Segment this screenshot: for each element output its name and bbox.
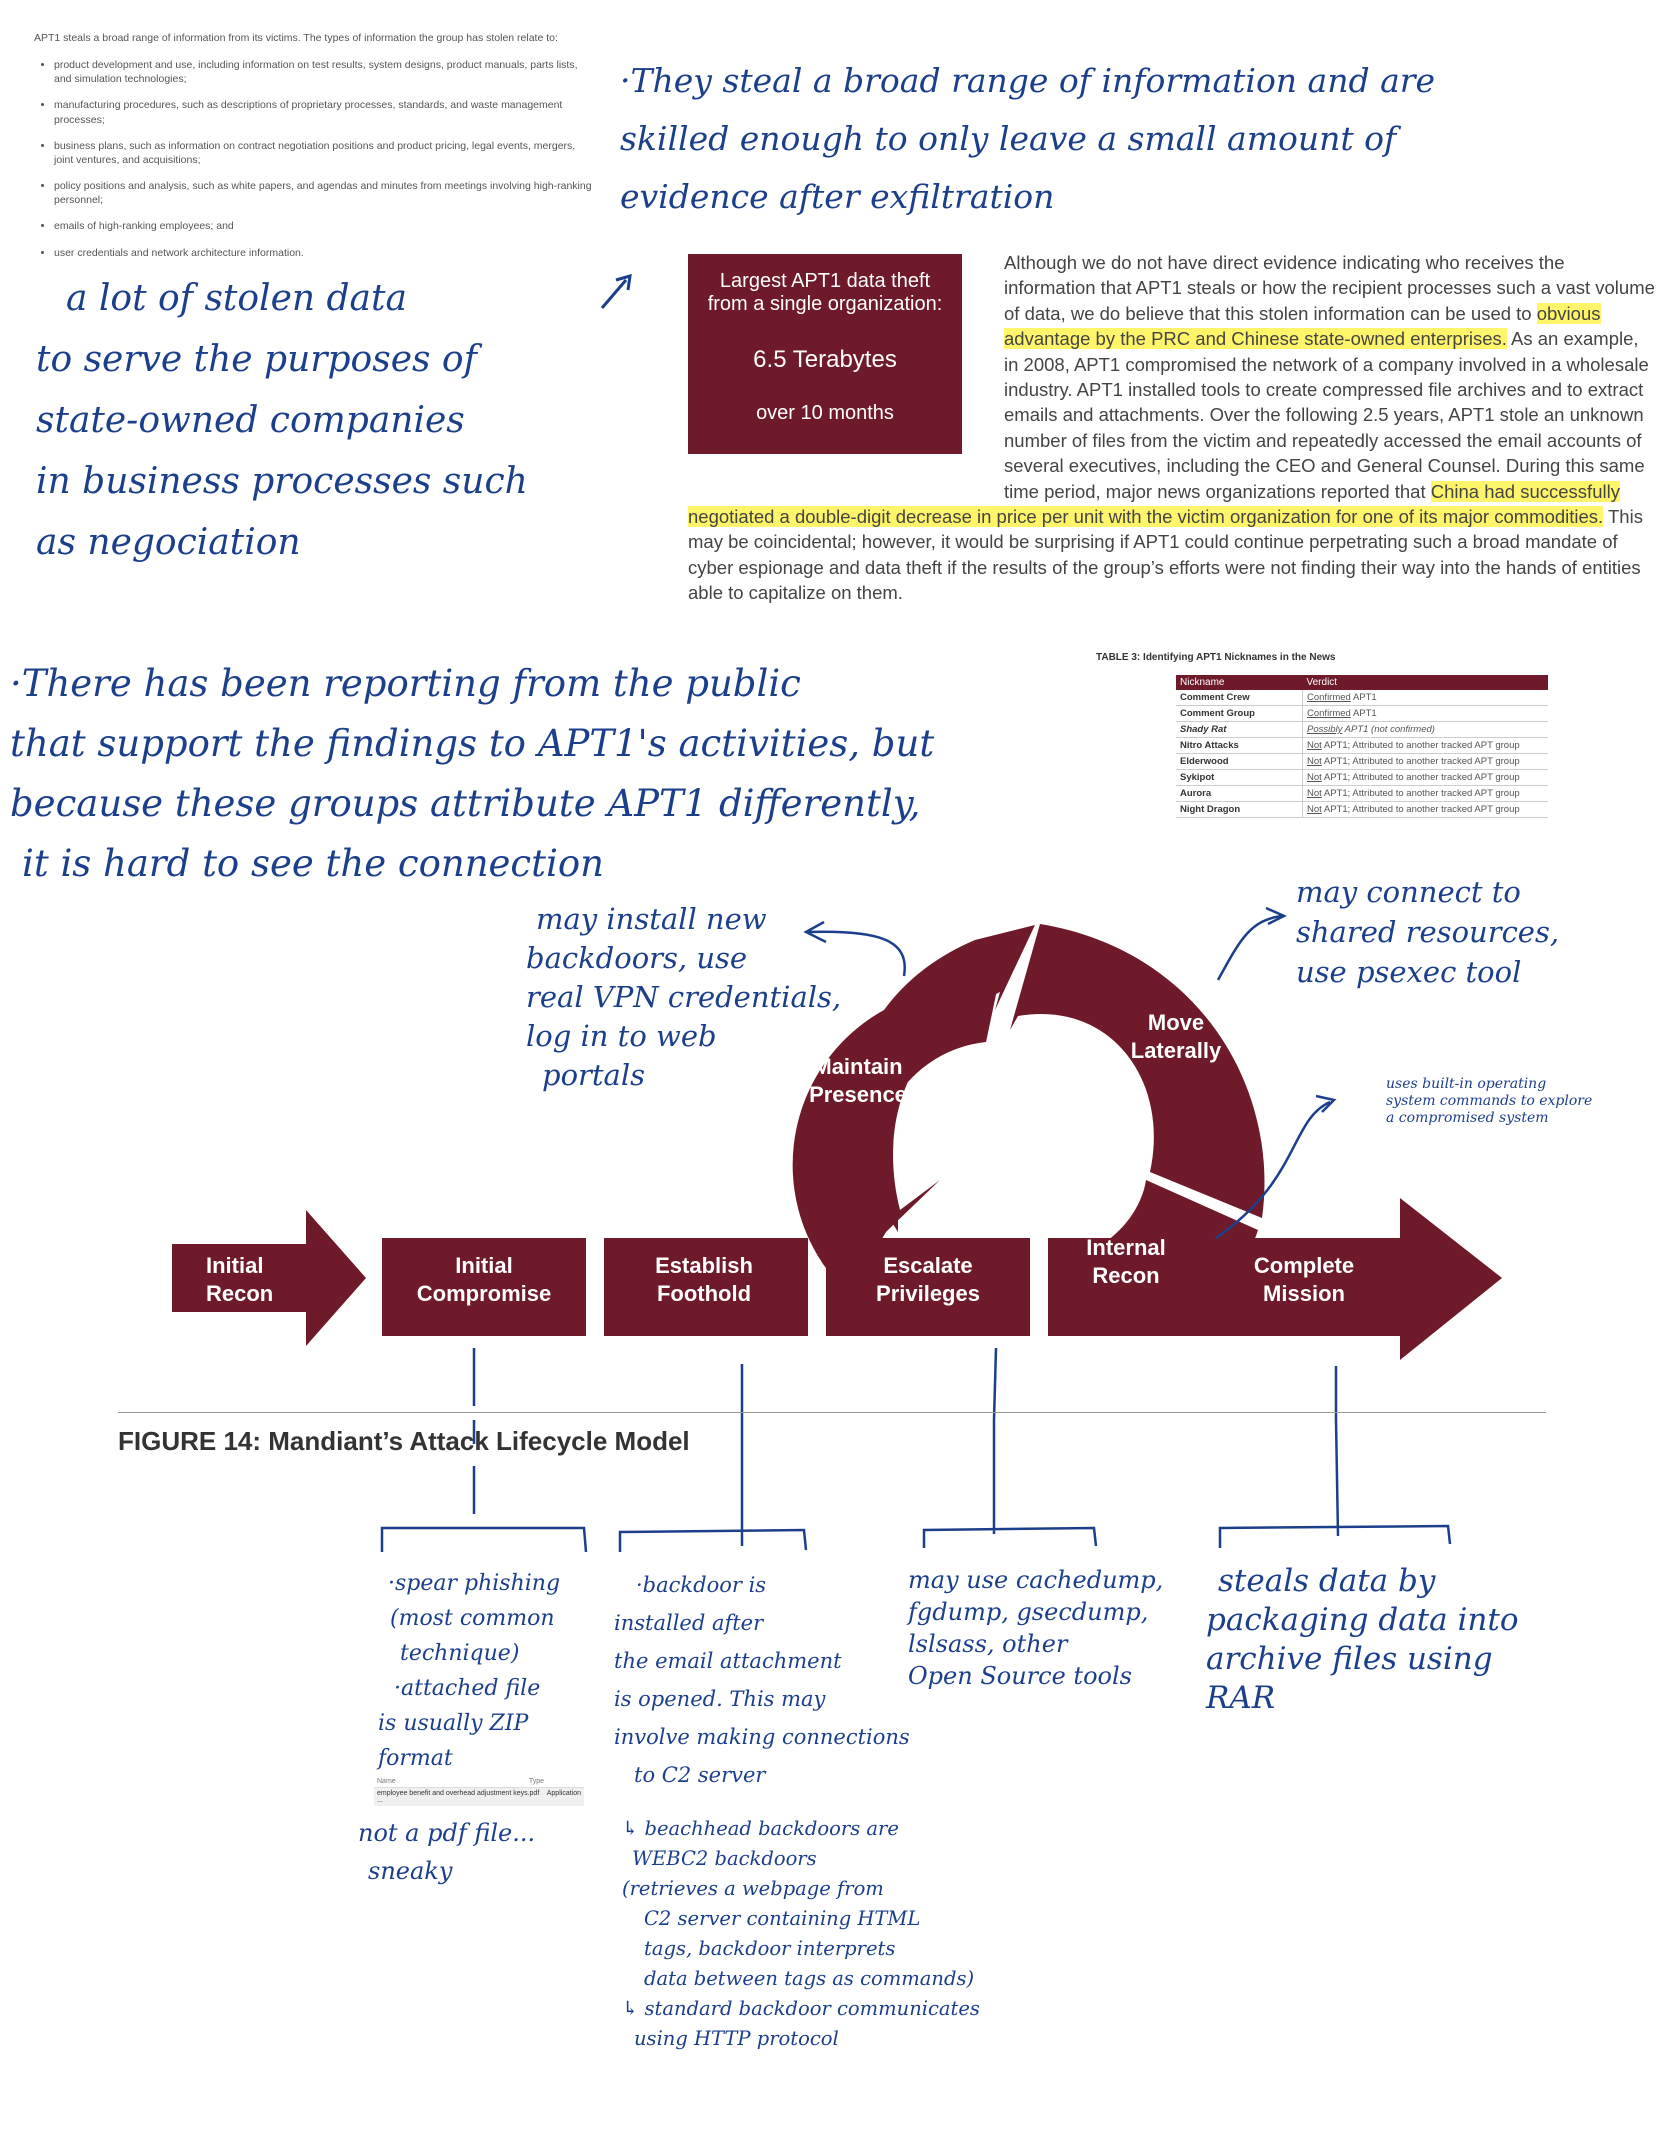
nicknames-table-section [1096,652,1556,818]
nickname-cell: Sykipot [1176,770,1303,786]
stage-complete-mission [1212,1198,1502,1360]
line-escalate [994,1348,996,1420]
nickname-cell: Elderwood [1176,754,1303,770]
column-header: Verdict [1303,675,1549,690]
verdict-detail: APT1 [1350,708,1377,719]
note-establish-foothold: ·backdoor is installed after the email attachment is opened. This may involve making connections to C2 server [614,1573,910,1787]
list-item: • user credentials and network architecture information. [54,246,594,260]
bracket-compromise-icon [382,1420,586,1552]
verdict-cell [1303,690,1549,706]
file-name: employee benefit and overhead adjustment keys.pdf ... [377,1790,540,1804]
highlight-1: obvious advantage by the PRC and Chinese state-owned enterprises. [1004,302,1601,350]
file-column-type: Type [528,1778,544,1785]
nickname-cell: Comment Crew [1176,690,1303,706]
verdict-flag: Possibly [1307,724,1343,735]
stolen-info-list [34,58,594,260]
label-initial-recon-2: Recon [206,1281,274,1306]
label-internal-recon-2: Recon [1092,1263,1160,1288]
label-complete-mission-1: Complete [1253,1253,1355,1278]
note-escalate-privileges: may use cachedump, fgdump, gsecdump, lslsass, other Open Source tools [908,1566,1164,1690]
verdict-cell [1303,802,1549,818]
figure-divider [118,1412,1546,1413]
verdict-flag: Confirmed [1307,692,1351,703]
arrow-move-icon [1218,908,1284,980]
nickname-cell: Night Dragon [1176,802,1303,818]
body-text-2: As an example, in 2008, APT1 compromised the network of a company involved in a wholesale industry. APT1 installed tools to create compressed file archives and to extract emails and attachments. Over the following 2.5 years, APT1 stole an unknown number of files from the victim and repeatedly accessed the email accounts of several executives, including the CEO and General Counsel. During this same time period, major news organizations reported that [1004,328,1649,502]
note-steal-broad: ·They steal a broad range of information and are skilled enough to only leave a small amount of evidence after exfiltration [620,61,1436,216]
label-initial-compromise-2: Compromise [416,1281,552,1306]
bracket-mission-icon [1220,1420,1450,1548]
file-type: Application [546,1790,581,1797]
callout-amount: 6.5 Terabytes [753,346,897,373]
note-internal-recon: uses built-in operating system commands to explore a compromised system [1386,1076,1593,1126]
label-maintain-presence-2: Presence [809,1082,907,1107]
label-complete-mission-2: Mission [1263,1281,1345,1306]
note-stolen-data: a lot of stolen data to serve the purposes of state-owned companies in business processes such as negociation [36,278,528,563]
bracket-escalate-icon [924,1420,1096,1548]
callout-line-1: Largest APT1 data theft [719,270,931,292]
nickname-cell: Shady Rat [1176,722,1303,738]
callout-duration: over 10 months [756,402,894,424]
figure-caption: FIGURE 14: Mandiant’s Attack Lifecycle Model [118,1426,690,1456]
body-paragraph [688,250,1658,606]
table-row [1176,786,1548,802]
label-internal-recon-1: Internal [1086,1235,1166,1260]
verdict-detail: APT1 (not confirmed) [1342,724,1435,735]
verdict-detail: APT1; Attributed to another tracked APT group [1321,756,1520,767]
label-establish-foothold-2: Foothold [656,1281,752,1306]
table-row [1176,722,1548,738]
verdict-cell [1303,754,1549,770]
nickname-cell: Comment Group [1176,706,1303,722]
verdict-flag: Confirmed [1307,708,1351,719]
list-item: • manufacturing procedures, such as descriptions of proprietary processes, standards, and waste management processes; [54,98,594,126]
label-move-laterally-1: Move [1147,1010,1205,1035]
list-item: • product development and use, including information on test results, system designs, product manuals, parts lists, and simulation technologies; [54,58,594,86]
column-header: Nickname [1176,675,1303,690]
verdict-detail: APT1; Attributed to another tracked APT group [1321,788,1520,799]
nickname-cell: Aurora [1176,786,1303,802]
label-move-laterally-2: Laterally [1130,1038,1222,1063]
table-caption: TABLE 3: Identifying APT1 Nicknames in the News [1096,652,1336,663]
verdict-flag: Not [1307,740,1322,751]
bracket-strokes [0,1420,1668,1570]
intro-section [34,32,594,272]
verdict-flag: Not [1307,756,1322,767]
table-row [1176,754,1548,770]
table-row [1176,690,1548,706]
verdict-cell [1303,722,1549,738]
verdict-flag: Not [1307,772,1322,783]
label-escalate-privileges-1: Escalate [883,1253,973,1278]
verdict-cell [1303,738,1549,754]
file-column-name: Name [377,1778,396,1785]
body-text-1: Although we do not have direct evidence indicating who receives the information that APT1 steals or how the recipient processes such a vast volume of data, we do believe that this stolen information can be used to [1004,252,1655,324]
label-escalate-privileges-2: Privileges [876,1281,980,1306]
attachment-screenshot [374,1778,584,1806]
note-reporting: ·There has been reporting from the public that support the findings to APT1's activities, but because these groups attribute APT1 differently, it is hard to see the connection [10,662,935,885]
verdict-flag: Not [1307,788,1322,799]
list-item: • policy positions and analysis, such as white papers, and agendas and minutes from meetings involving high-ranking personnel; [54,179,594,207]
label-establish-foothold-1: Establish [655,1253,753,1278]
label-initial-recon-1: Initial [206,1253,264,1278]
list-item: • business plans, such as information on contract negotiation positions and product pricing, legal events, mergers, joint ventures, and acquisitions; [54,139,594,167]
table-row [1176,770,1548,786]
verdict-cell [1303,770,1549,786]
nickname-cell: Nitro Attacks [1176,738,1303,754]
body-text-3: This may be coincidental; however, it would be surprising if APT1 could continue perpetrating such a broad mandate of cyber espionage and data theft if the results of the group’s efforts were not finding their way into the hands of entities able to capitalize on them. [688,506,1643,604]
verdict-detail: APT1; Attributed to another tracked APT group [1321,740,1520,751]
verdict-detail: APT1; Attributed to another tracked APT group [1321,772,1520,783]
intro-lead: APT1 steals a broad range of information from its victims. The types of information the group has stolen relate to: [34,32,558,44]
bracket-foothold-icon [620,1420,806,1552]
note-arrow-up-icon [596,272,640,312]
verdict-cell [1303,786,1549,802]
verdict-cell [1303,706,1549,722]
stage-initial-recon [172,1210,366,1346]
table-row [1176,706,1548,722]
verdict-detail: APT1 [1350,692,1377,703]
verdict-flag: Not [1307,804,1322,815]
note-maintain-presence: may install new backdoors, use real VPN credentials, log in to web portals [526,902,842,1092]
note-move-laterally: may connect to shared resources, use psexec tool [1296,875,1560,989]
label-initial-compromise-1: Initial [455,1253,513,1278]
nicknames-table [1176,675,1548,818]
note-initial-compromise: ·spear phishing (most common technique) ·attached file is usually ZIP format [378,1571,561,1771]
label-maintain-presence-1: Maintain [813,1054,903,1079]
table-row [1176,738,1548,754]
highlight-2: China had successfully negotiated a double-digit decrease in price per unit with the victim organization for one of its major commodities. [688,480,1620,528]
table-row [1176,802,1548,818]
note-not-pdf: not a pdf file... sneaky [358,1819,536,1885]
note-complete-mission: steals data by packaging data into archive files using RAR [1206,1563,1519,1716]
verdict-detail: APT1; Attributed to another tracked APT group [1321,804,1520,815]
callout-line-2: from a single organization: [707,293,943,315]
list-item: • emails of high-ranking employees; and [54,219,594,233]
note-webc2: ↳ beachhead backdoors are WEBC2 backdoors (retrieves a webpage from C2 server containing HTML tags, backdoor interprets data between tags as commands) ↳ standard backdoor communicates using HTTP protocol [622,1817,980,2050]
